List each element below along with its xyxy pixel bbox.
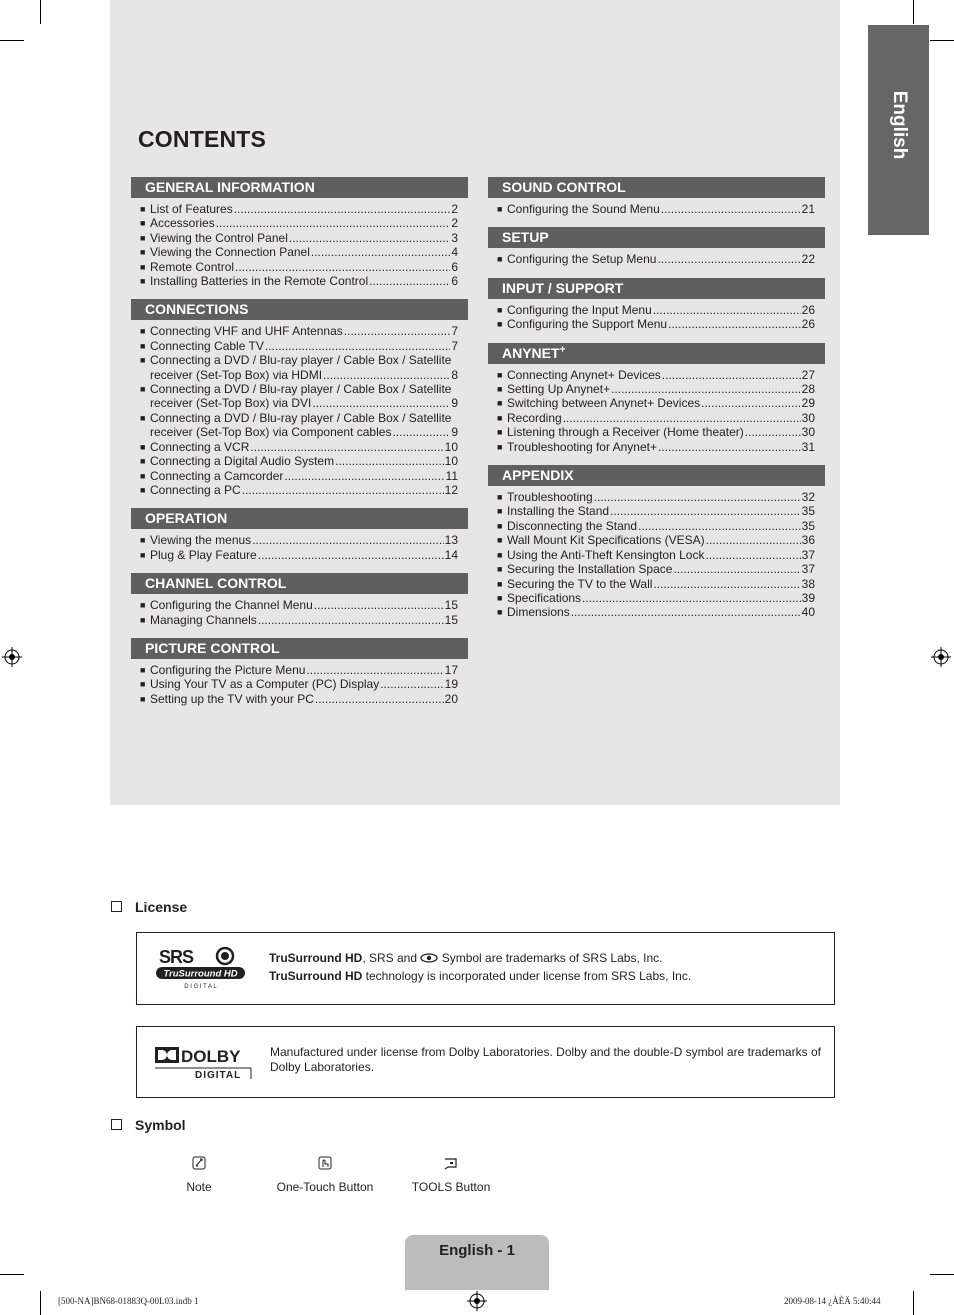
bullet-icon: ■: [140, 276, 146, 287]
entry-title: Connecting a DVD / Blu-ray player / Cable Box / Satellite: [150, 353, 452, 368]
bullet-icon: ■: [497, 384, 503, 395]
entry-title: Listening through a Receiver (Home theater): [507, 425, 744, 440]
contents-entry[interactable]: [131, 469, 468, 483]
entry-page-number: 9: [451, 425, 458, 440]
dot-leader: [706, 533, 801, 547]
contents-entry[interactable]: [488, 490, 825, 504]
bullet-icon: ■: [140, 549, 146, 560]
bullet-icon: ■: [140, 484, 146, 495]
dot-leader: [284, 469, 444, 483]
entry-title: Configuring the Sound Menu: [507, 202, 660, 216]
entry-title: Securing the TV to the Wall: [507, 576, 653, 591]
entry-title: Dimensions: [507, 605, 570, 620]
entry-title: Connecting a DVD / Blu-ray player / Cable Box / Satellite: [150, 382, 452, 397]
bullet-icon: ■: [140, 456, 146, 467]
contents-entry[interactable]: [488, 252, 825, 266]
bullet-icon: ■: [140, 412, 146, 423]
contents-entry[interactable]: [488, 303, 825, 317]
contents-section: [488, 343, 825, 454]
contents-section: [488, 465, 825, 620]
entry-title: receiver (Set-Top Box) via HDMI: [150, 367, 323, 382]
dot-leader: [311, 245, 450, 259]
bullet-icon: ■: [497, 412, 503, 423]
bullet-icon: ■: [140, 693, 146, 704]
dot-leader: [610, 504, 801, 518]
contents-entry[interactable]: [131, 411, 468, 440]
bullet-icon: ■: [140, 261, 146, 272]
dot-leader: [392, 425, 450, 439]
contents-entry[interactable]: [488, 591, 825, 605]
contents-entry[interactable]: [131, 677, 468, 691]
entry-title: Configuring the Support Menu: [507, 317, 668, 332]
contents-entry[interactable]: [131, 353, 468, 382]
entry-page-number: 37: [801, 562, 815, 577]
svg-text:D I G I T A L: D I G I T A L: [184, 984, 217, 990]
contents-column-left: [131, 177, 468, 717]
entry-page-number: 29: [801, 396, 815, 411]
contents-entry[interactable]: [131, 382, 468, 411]
entry-title: Troubleshooting: [507, 490, 593, 505]
entry-title: Configuring the Setup Menu: [507, 252, 657, 267]
dot-leader: [252, 533, 443, 547]
registration-mark-icon: [931, 647, 951, 667]
dolby-logo-text: DOLBY: [181, 1047, 241, 1066]
entry-page-number: 2: [451, 216, 458, 231]
bullet-icon: ■: [497, 254, 503, 265]
section-header: SOUND CONTROL: [488, 177, 825, 198]
srs-logo: [155, 947, 247, 991]
contents-entry[interactable]: [488, 548, 825, 562]
symbol-one-touch-button: [270, 1156, 380, 1194]
dot-leader: [668, 317, 801, 331]
entry-page-number: 21: [801, 202, 815, 216]
entry-page-number: 7: [451, 338, 458, 353]
dot-leader: [563, 411, 801, 425]
entry-page-number: 9: [451, 396, 458, 411]
entry-page-number: 2: [451, 202, 458, 216]
entry-page-number: 28: [801, 382, 815, 397]
dot-leader: [369, 274, 450, 288]
contents-entry[interactable]: [488, 440, 825, 454]
entry-title: Wall Mount Kit Specifications (VESA): [507, 533, 705, 548]
section-header: OPERATION: [131, 508, 468, 529]
dot-leader: [380, 677, 443, 691]
section-header: PICTURE CONTROL: [131, 638, 468, 659]
contents-entry[interactable]: [131, 231, 468, 245]
dot-leader: [344, 324, 451, 338]
svg-text:SRS: SRS: [159, 947, 194, 967]
dot-leader: [661, 202, 801, 216]
bullet-icon: ■: [497, 578, 503, 589]
dot-leader: [265, 339, 450, 353]
footer-file-info: [500-NA]BN68-01883Q-00L03.indb 1: [58, 1296, 199, 1306]
dot-leader: [323, 368, 450, 382]
entry-title: Accessories: [150, 216, 215, 231]
entry-title: Connecting a PC: [150, 482, 241, 497]
entry-page-number: 15: [444, 612, 458, 627]
entry-title: Using Your TV as a Computer (PC) Display: [150, 677, 380, 692]
dot-leader: [705, 548, 800, 562]
entry-title: Managing Channels: [150, 612, 257, 627]
contents-entry[interactable]: [131, 440, 468, 454]
contents-entry[interactable]: [488, 202, 825, 216]
bullet-icon: ■: [140, 384, 146, 395]
contents-entry[interactable]: [131, 598, 468, 612]
crop-mark: [930, 40, 954, 41]
contents-entry[interactable]: [488, 605, 825, 619]
dot-leader: [594, 490, 801, 504]
entry-page-number: 7: [451, 324, 458, 339]
page-title: CONTENTS: [138, 126, 267, 152]
contents-section: [131, 638, 468, 706]
entry-title: Setting Up Anynet+: [507, 382, 611, 397]
checkbox-icon: [111, 1119, 122, 1130]
contents-entry[interactable]: [488, 368, 825, 382]
bullet-icon: ■: [140, 470, 146, 481]
entry-title: Configuring the Channel Menu: [150, 598, 313, 613]
bullet-icon: ■: [497, 204, 503, 214]
entry-title: Installing Batteries in the Remote Control: [150, 274, 369, 289]
license-heading: License: [111, 899, 187, 915]
dot-leader: [657, 252, 800, 266]
entry-title: Troubleshooting for Anynet+: [507, 439, 657, 454]
entry-page-number: 6: [451, 274, 458, 289]
symbol-tools-button: [403, 1156, 499, 1194]
dolby-license-text: Manufactured under license from Dolby Laboratories. Dolby and the double-D symbol are trademarks of Dolby Laboratories.: [270, 1045, 821, 1074]
entry-page-number: 10: [444, 439, 458, 454]
contents-column-right: [488, 177, 825, 631]
crop-mark: [913, 0, 914, 24]
dot-leader: [638, 519, 801, 533]
dot-leader: [611, 382, 801, 396]
dot-leader: [242, 483, 444, 497]
bullet-icon: ■: [140, 218, 146, 229]
entry-page-number: 30: [801, 410, 815, 425]
dot-leader: [571, 605, 801, 619]
entry-title: Connecting VHF and UHF Antennas: [150, 324, 343, 339]
crop-mark: [40, 0, 41, 24]
registration-mark-icon: [2, 647, 22, 667]
contents-entry[interactable]: [488, 425, 825, 439]
language-tab: [868, 25, 929, 235]
entry-page-number: 11: [445, 468, 458, 483]
entry-title: Installing the Stand: [507, 504, 610, 519]
entry-title: Connecting a DVD / Blu-ray player / Cable Box / Satellite: [150, 410, 452, 425]
entry-page-number: 17: [444, 662, 458, 677]
page-number: English - 1: [439, 1242, 515, 1259]
srs-symbol-icon: [420, 953, 438, 963]
contents-entry[interactable]: [131, 548, 468, 562]
entry-title: Viewing the Connection Panel: [150, 245, 310, 260]
section-header: INPUT / SUPPORT: [488, 278, 825, 299]
checkbox-icon: [111, 901, 122, 912]
entry-title: receiver (Set-Top Box) via Component cables: [150, 425, 392, 440]
dot-leader: [289, 231, 450, 245]
entry-title: Specifications: [507, 590, 582, 605]
contents-entry[interactable]: [131, 245, 468, 259]
entry-title: Configuring the Input Menu: [507, 302, 652, 317]
symbol-label: TOOLS Button: [411, 1180, 491, 1194]
contents-entry[interactable]: [131, 663, 468, 677]
dot-leader: [250, 440, 443, 454]
entry-page-number: 8: [451, 367, 458, 382]
dot-leader: [306, 663, 443, 677]
srs-logo-badge-text: TruSurround HD: [163, 968, 238, 980]
contents-entry[interactable]: [488, 562, 825, 576]
bullet-icon: ■: [140, 535, 146, 546]
entry-page-number: 19: [444, 677, 458, 692]
dot-leader: [315, 692, 444, 706]
entry-title: Connecting Anynet+ Devices: [507, 367, 661, 382]
section-header: APPENDIX: [488, 465, 825, 486]
entry-title: Connecting a VCR: [150, 439, 250, 454]
entry-page-number: 35: [801, 504, 815, 519]
contents-entry[interactable]: [131, 202, 468, 216]
bullet-icon: ■: [497, 607, 503, 618]
entry-page-number: 15: [444, 598, 458, 613]
dot-leader: [653, 303, 801, 317]
entry-title: Connecting Cable TV: [150, 338, 264, 353]
contents-section: [131, 299, 468, 497]
entry-page-number: 35: [801, 518, 815, 533]
entry-page-number: 20: [444, 691, 458, 706]
tools-button-icon: [444, 1156, 458, 1170]
dot-leader: [216, 216, 451, 230]
entry-page-number: 10: [444, 454, 458, 469]
bullet-icon: ■: [497, 535, 503, 546]
contents-entry[interactable]: [488, 533, 825, 547]
entry-title: receiver (Set-Top Box) via DVI: [150, 396, 312, 411]
entry-page-number: 14: [444, 547, 458, 562]
crop-mark: [40, 1291, 41, 1315]
bullet-icon: ■: [140, 204, 146, 214]
symbol-label: Note: [186, 1180, 212, 1194]
language-tab-label: English: [888, 90, 910, 160]
entry-title: Setting up the TV with your PC: [150, 691, 314, 706]
entry-title: Switching between Anynet+ Devices: [507, 396, 701, 411]
crop-mark: [930, 1274, 954, 1275]
contents-section: [488, 278, 825, 332]
bullet-icon: ■: [140, 247, 146, 258]
dot-leader: [582, 591, 801, 605]
bullet-icon: ■: [497, 369, 503, 380]
entry-title: Remote Control: [150, 259, 235, 274]
entry-title: Connecting a Digital Audio System: [150, 454, 335, 469]
entry-page-number: 40: [801, 605, 815, 620]
dolby-license-box: [136, 1026, 835, 1098]
bullet-icon: ■: [140, 441, 146, 452]
entry-page-number: 4: [451, 245, 458, 260]
crop-mark: [0, 40, 24, 41]
bullet-icon: ■: [140, 614, 146, 625]
bullet-icon: ■: [140, 679, 146, 690]
entry-title: Securing the Installation Space: [507, 562, 673, 577]
bullet-icon: ■: [497, 492, 503, 503]
dot-leader: [235, 260, 450, 274]
entry-page-number: 22: [801, 252, 815, 267]
symbol-note: [169, 1156, 229, 1194]
entry-page-number: 27: [801, 367, 815, 382]
dot-leader: [745, 425, 801, 439]
contents-entry[interactable]: [131, 216, 468, 230]
contents-entry[interactable]: [488, 411, 825, 425]
entry-page-number: 37: [801, 547, 815, 562]
dot-leader: [673, 562, 800, 576]
entry-page-number: 30: [801, 425, 815, 440]
contents-section: [131, 508, 468, 562]
dot-leader: [658, 440, 801, 454]
bullet-icon: ■: [497, 319, 503, 330]
dot-leader: [314, 598, 444, 612]
dot-leader: [258, 548, 444, 562]
section-header: CONNECTIONS: [131, 299, 468, 320]
page-number-tab: [405, 1235, 549, 1290]
contents-entry[interactable]: [131, 533, 468, 547]
dot-leader: [258, 613, 444, 627]
contents-entry[interactable]: [131, 274, 468, 288]
entry-page-number: 31: [801, 439, 815, 454]
entry-title: Viewing the menus: [150, 533, 252, 548]
one-touch-button-icon: [318, 1156, 332, 1170]
registration-mark-icon: [467, 1291, 487, 1311]
bullet-icon: ■: [140, 232, 146, 243]
contents-section: [131, 177, 468, 288]
symbol-heading: Symbol: [111, 1117, 186, 1133]
dolby-digital-text: DIGITAL: [195, 1070, 242, 1081]
bullet-icon: ■: [140, 600, 146, 611]
contents-entry[interactable]: [131, 260, 468, 274]
srs-license-text: TruSurround HD, SRS and Symbol are trademarks of SRS Labs, Inc. TruSurround HD technology is incorporated under license from SRS Labs, Inc.: [269, 951, 692, 983]
contents-entry[interactable]: [488, 317, 825, 331]
crop-mark: [913, 1291, 914, 1315]
entry-title: Plug & Play Feature: [150, 547, 257, 562]
contents-entry[interactable]: [488, 382, 825, 396]
contents-section: [488, 227, 825, 266]
srs-license-box: [136, 932, 835, 1005]
contents-entry[interactable]: [131, 454, 468, 468]
bullet-icon: ■: [497, 398, 503, 409]
dot-leader: [234, 202, 451, 216]
dot-leader: [312, 396, 450, 410]
contents-entry[interactable]: [131, 613, 468, 627]
bullet-icon: ■: [140, 326, 146, 337]
section-header: CHANNEL CONTROL: [131, 573, 468, 594]
section-header: SETUP: [488, 227, 825, 248]
contents-entry[interactable]: [131, 483, 468, 497]
entry-page-number: 32: [801, 490, 815, 505]
bullet-icon: ■: [497, 427, 503, 438]
contents-entry[interactable]: [488, 396, 825, 410]
entry-page-number: 13: [444, 533, 458, 548]
note-icon: [192, 1156, 206, 1170]
entry-page-number: 6: [451, 259, 458, 274]
section-header: ANYNET+: [488, 343, 825, 364]
bullet-icon: ■: [497, 506, 503, 517]
dot-leader: [653, 577, 800, 591]
bullet-icon: ■: [497, 520, 503, 531]
entry-title: Using the Anti-Theft Kensington Lock: [507, 547, 705, 562]
dot-leader: [335, 454, 444, 468]
contents-section: [131, 573, 468, 627]
contents-entry[interactable]: [488, 577, 825, 591]
dolby-logo: [155, 1045, 253, 1081]
footer-timestamp: 2009-08-14 ¿ÀÈÄ 5:40:44: [784, 1296, 881, 1306]
entry-page-number: 12: [444, 482, 458, 497]
entry-page-number: 26: [801, 317, 815, 332]
entry-title: List of Features: [150, 202, 233, 216]
entry-title: Disconnecting the Stand: [507, 518, 638, 533]
bullet-icon: ■: [497, 564, 503, 575]
entry-title: Recording: [507, 410, 562, 425]
bullet-icon: ■: [497, 592, 503, 603]
contents-entry[interactable]: [131, 692, 468, 706]
contents-entry[interactable]: [131, 324, 468, 338]
bullet-icon: ■: [497, 549, 503, 560]
bullet-icon: ■: [497, 304, 503, 315]
dot-leader: [701, 396, 801, 410]
bullet-icon: ■: [140, 664, 146, 675]
bullet-icon: ■: [140, 355, 146, 366]
contents-entry[interactable]: [488, 504, 825, 518]
dot-leader: [662, 368, 801, 382]
crop-mark: [0, 1274, 24, 1275]
entry-page-number: 36: [801, 533, 815, 548]
entry-title: Connecting a Camcorder: [150, 468, 284, 483]
bullet-icon: ■: [140, 340, 146, 351]
bullet-icon: ■: [497, 441, 503, 452]
symbol-label: One-Touch Button: [276, 1180, 374, 1194]
contents-entry[interactable]: [131, 339, 468, 353]
entry-page-number: 3: [451, 230, 458, 245]
section-header: GENERAL INFORMATION: [131, 177, 468, 198]
entry-page-number: 39: [801, 590, 815, 605]
entry-page-number: 26: [801, 302, 815, 317]
entry-title: Viewing the Control Panel: [150, 230, 288, 245]
contents-entry[interactable]: [488, 519, 825, 533]
contents-section: [488, 177, 825, 216]
entry-page-number: 38: [801, 576, 815, 591]
entry-title: Configuring the Picture Menu: [150, 662, 306, 677]
